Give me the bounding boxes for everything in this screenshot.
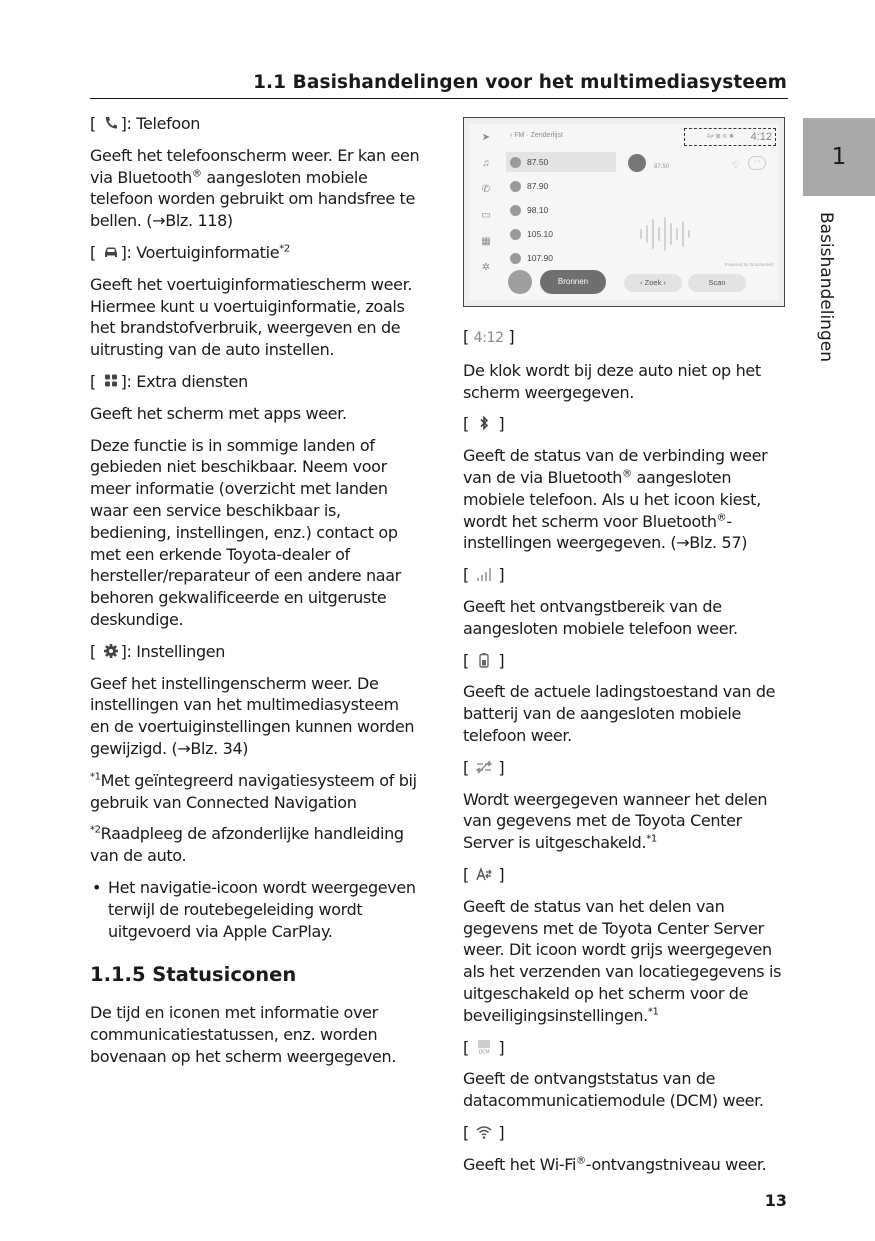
datashare-text: Geeft de status van het delen van gegevens met de Toyota Center Server weer. Dit icoon wordt grijs weergegeven als het verzenden van locatiegegevens is uitgeschakeld op het scherm voor de beveiligingsinstellingen.$^{*1}$ [463,896,782,1025]
section-heading: 1.1.5 Statusiconen [90,963,297,987]
voertuig-heading: [ ]: Voertuiginformatie$^{*2}$ [90,242,290,262]
phone-icon: ✆ [481,184,491,195]
footnote-2: $^{*2}$Raadpleeg de afzonderlijke handleiding van de auto. [90,824,404,866]
battery-text: Geeft de actuele ladingstoestand van de batterij van de aangesloten mobiele telefoon weer. [463,682,776,745]
nav-arrow-icon: ➤ [481,132,491,143]
status-icons-row: A≠ ⊠ ≋ ✱ [706,134,734,140]
station-logo-icon [510,181,521,192]
gear-icon: ✲ [481,262,491,273]
sources-button: Bronnen [540,270,606,294]
right-column [463,326,785,1186]
data-sharing-off-icon [474,759,494,775]
left-column [90,113,420,1077]
station-item: 98.10 [506,200,616,220]
powered-by-label: Powered by Gracenote® [724,262,774,267]
svg-text:DCM: DCM [478,1049,489,1055]
apps-grid-icon [101,373,121,389]
wifi-text: Geeft het Wi-Fi®-ontvangstniveau weer. [463,1154,767,1174]
section-text: De tijd en iconen met informatie over communicatiestatussen, enz. worden bovenaan op het scherm weergegeven. [90,1003,397,1066]
car-icon: ▭ [481,210,491,221]
clock-text: De klok wordt bij deze auto niet op het scherm weergegeven. [463,360,761,402]
signal-text: Geeft het ontvangstbereik van de aangesloten mobiele telefoon weer. [463,596,738,638]
instellingen-text: Geef het instellingenscherm weer. De instellingen van het multimediasysteem en de voertuiginstellingen kunnen worden gewijzigd. (→Blz. 34) [90,673,415,758]
extra-text-availability: Deze functie is in sommige landen of gebieden niet beschikbaar. Neem voor meer informatie (overzicht met landen waar een service beschikbaar is, bediening, instellingen, enz.) contact op met een erkende Toyota-dealer of hersteller/reparateur of een andere naar behoren gekwalificeerde en uitgeruste deskundige. [90,435,401,629]
data-sharing-icon [474,866,494,882]
station-item: 107.90 [506,248,616,268]
signal-heading: [ ] [463,565,505,585]
sound-wave-icon [635,216,695,252]
station-logo-icon [510,157,521,168]
signal-strength-icon [474,566,494,582]
station-logo-icon [510,253,521,264]
gear-icon [101,643,121,659]
bluetooth-icon [474,415,494,431]
heart-icon: ♡ [731,160,740,170]
station-logo-icon [510,229,521,240]
dcm-icon [474,1039,494,1055]
battery-heading: [ ] [463,650,505,670]
microphone-icon [508,270,532,294]
extra-text: Geeft het scherm met apps weer. [90,403,347,423]
datashare-heading: [ ] [463,864,505,884]
bluetooth-heading: [ ] [463,414,505,434]
more-icon: ··· [748,156,766,170]
apps-grid-icon: ▦ [481,236,491,247]
now-playing-frequency: 87.50 [654,164,670,170]
page-header-title: 1.1 Basishandelingen voor het multimediasysteem [253,72,787,93]
screen-area [470,124,778,300]
bluetooth-text: Geeft de status van de verbinding weer van de via Bluetooth® aangesloten mobiele telefoon. Als u het icoon kiest, wordt het scherm voor Bluetooth®-instellingen weergegeven. (→Blz. 57) [463,446,768,553]
screen-sidebar [476,132,496,288]
station-item: 105.10 [506,224,616,244]
station-logo-icon [510,205,521,216]
bullet-navigation-icon: • Het navigatie-icoon wordt weergegeven terwijl de routebegeleiding wordt uitgevoerd via Apple CarPlay. [90,877,420,942]
telefoon-text: Geeft het telefoonscherm weer. Er kan een via Bluetooth® aangesloten mobiele telefoon worden gebruikt om handsfree te bellen. (→Blz. 118) [90,145,420,231]
chapter-tab-label: Basishandelingen [816,212,836,362]
battery-icon [474,652,494,668]
clock-heading: [ 4:12 ] [463,327,515,346]
station-item: 87.90 [506,176,616,196]
datashare-off-text: Wordt weergegeven wanneer het delen van gegevens met de Toyota Center Server is uitgeschakeld.$^{*1}$ [463,789,768,853]
station-item: 87.50 [506,152,616,172]
telefoon-heading: [ ]: Telefoon [90,114,201,133]
seek-button: ‹ Zoek › [624,274,682,292]
multimedia-screen-illustration [463,117,785,307]
scan-button: Scan [688,274,746,292]
voertuig-text: Geeft het voertuiginformatiescherm weer. Hiermee kunt u voertuiginformatie, zoals het brandstofverbruik, weergeven en de uitrusting van de auto instellen. [90,274,413,360]
dcm-heading: [ DCM ] [463,1037,505,1057]
instellingen-heading: [ ]: Instellingen [90,641,226,661]
car-icon [101,244,121,260]
wifi-heading: [ ] [463,1122,505,1142]
extra-heading: [ ]: Extra diensten [90,371,248,391]
datashare-off-heading: [ ] [463,757,505,777]
screen-breadcrumb: ‹ FM · Zenderlijst [510,132,563,139]
page-number: 13 [764,1191,787,1210]
footnote-1: $^{*1}$Met geïntegreerd navigatiesysteem of bij gebruik van Connected Navigation [90,770,417,812]
header-rule [90,98,788,99]
dcm-text: Geeft de ontvangststatus van de datacommunicatiemodule (DCM) weer. [463,1069,764,1111]
clock-icon: 4:12 [473,330,504,346]
wifi-icon [474,1124,494,1140]
phone-icon [101,115,121,131]
status-clock: 4:12 [750,131,772,143]
now-playing-logo-icon [628,154,646,172]
music-note-icon: ♫ [482,158,490,169]
chapter-tab: 1 [803,118,875,196]
